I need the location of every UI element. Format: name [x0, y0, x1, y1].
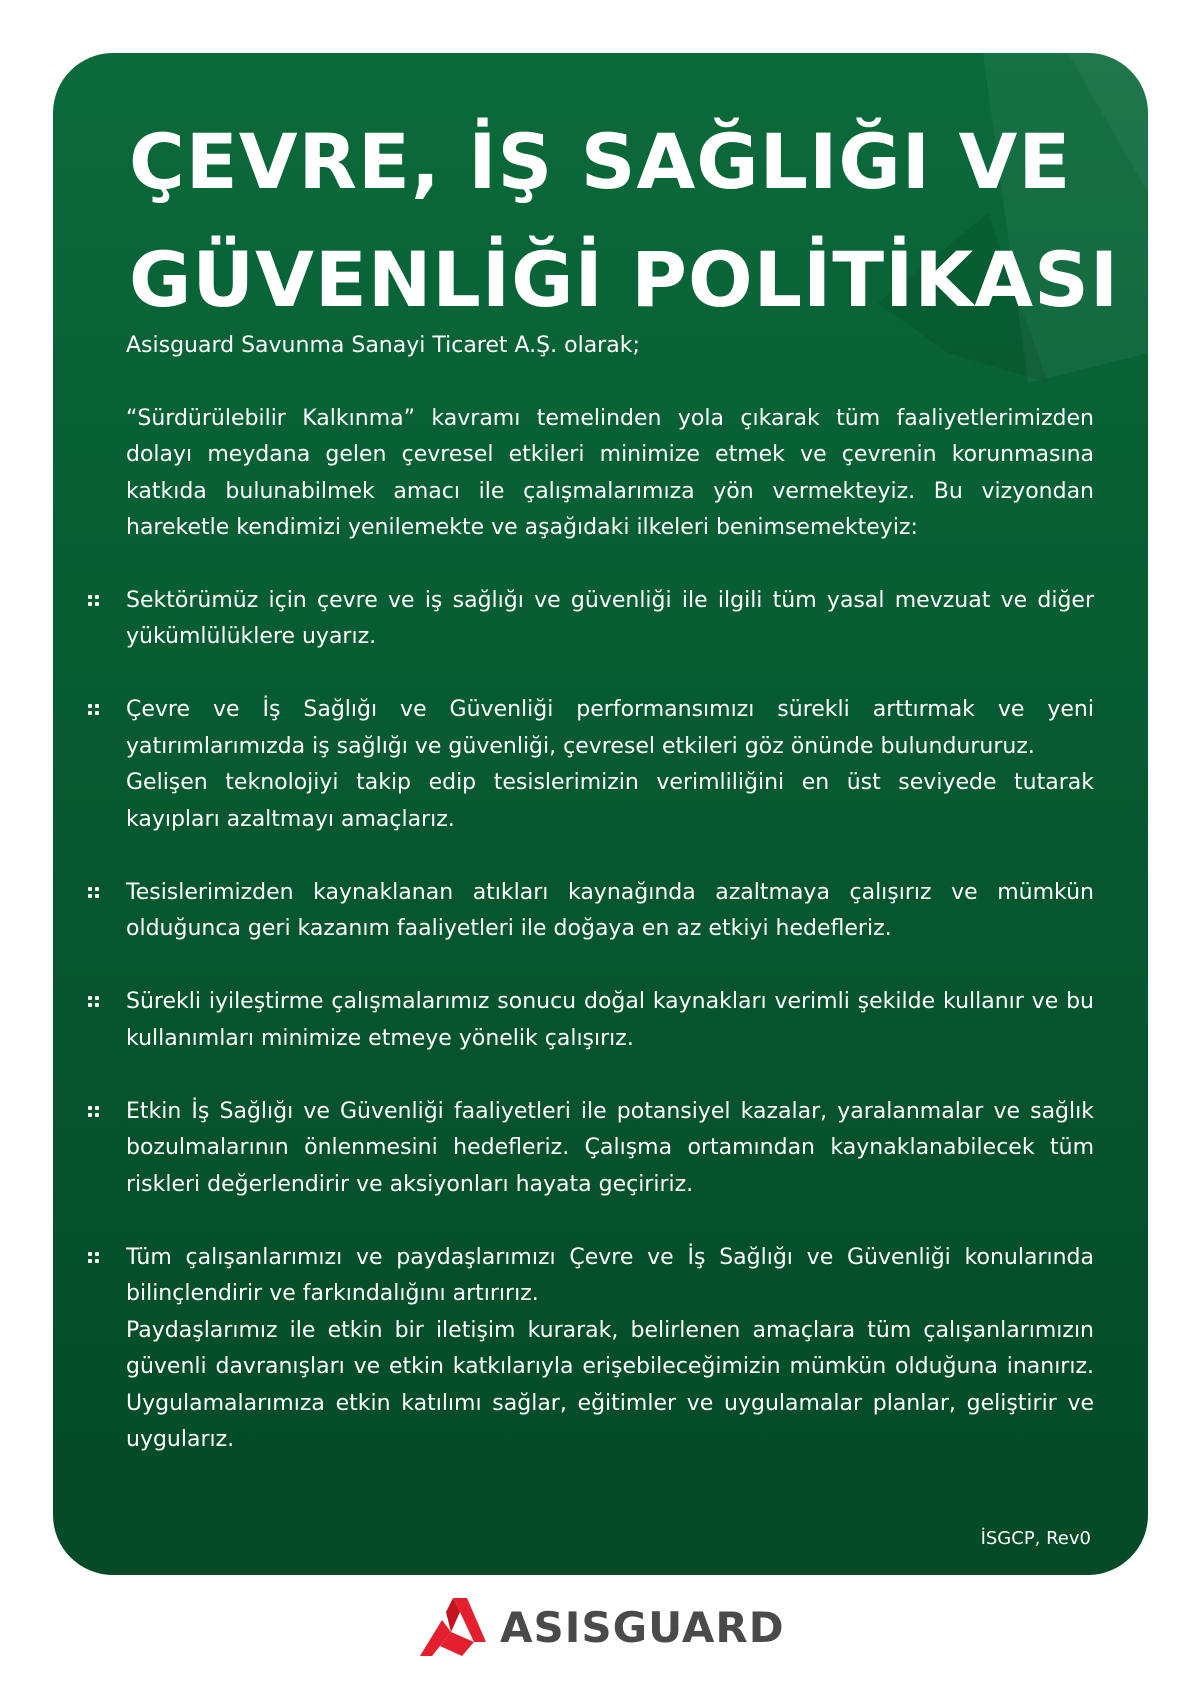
bullet-icon — [88, 1106, 100, 1118]
bullet-icon — [88, 595, 100, 607]
policy-item — [126, 875, 1094, 948]
policy-text: Gelişen teknolojiyi takip edip tesislerimizin verimliliğini en üst seviyede tutarak kayıpları azaltmayı amaçlarız. — [126, 770, 1094, 832]
policy-list — [126, 583, 1094, 1459]
policy-panel — [53, 53, 1148, 1575]
policy-text: Tüm çalışanlarımızı ve paydaşlarımızı Çevre ve İş Sağlığı ve Güvenliği konularında bilinçlendirir ve farkındalığını artırırız. — [126, 1244, 1094, 1306]
company-logo — [420, 1597, 785, 1657]
policy-text: Sektörümüz için çevre ve iş sağlığı ve güvenliği ile ilgili tüm yasal mevzuat ve diğer yükümlülüklere uyarız. — [126, 587, 1094, 649]
policy-content — [126, 328, 1094, 1495]
policy-item — [126, 1240, 1094, 1459]
title-line-2: GÜVENLİĞİ POLİTİKASI — [129, 235, 1120, 324]
policy-text: Etkin İş Sağlığı ve Güvenliği faaliyetleri ile potansiyel kazalar, yaralanmalar ve sağlık bozulmalarının önlenmesini hedefleriz. Çalışma ortamından kaynaklanabilecek tüm riskleri değerlendirir ve aksiyonları hayata geçiririz. — [126, 1098, 1094, 1197]
page-title — [129, 103, 1119, 339]
policy-item — [126, 692, 1094, 838]
policy-item — [126, 1094, 1094, 1204]
vision-statement: “Sürdürülebilir Kalkınma” kavramı temelinden yola çıkarak tüm faaliyetlerimizden dolayı meydana gelen çevresel etkileri minimize etmek ve çevrenin korunmasına katkıda bulunabilmek amacı ile çalışmalarımıza yön vermekteyiz. Bu vizyondan hareketle kendimizi yenilemekte ve aşağıdaki ilkeleri benimsemekteyiz: — [126, 405, 1094, 540]
intro-text: Asisguard Savunma Sanayi Ticaret A.Ş. olarak; — [126, 333, 640, 358]
policy-text: Sürekli iyileştirme çalışmalarımız sonucu doğal kaynakları verimli şekilde kullanır ve bu kullanımları minimize etmeye yönelik çalışırız. — [126, 989, 1094, 1051]
title-line-1: ÇEVRE, İŞ SAĞLIĞI VE — [129, 117, 1072, 206]
asisguard-logo-icon — [420, 1598, 486, 1656]
document-code: İSGCP, Rev0 — [980, 1528, 1091, 1549]
bullet-icon — [88, 996, 100, 1008]
policy-item — [126, 583, 1094, 656]
policy-text: Paydaşlarımız ile etkin bir iletişim kurarak, belirlenen amaçlara tüm çalışanlarımızın güvenli davranışları ve etkin katkılarıyla erişebileceğimizin mümkün olduğuna inanırız. Uygulamalarımıza etkin katılımı sağlar, eğitimler ve uygulamalar planlar, geliştirir ve uygularız. — [126, 1317, 1094, 1452]
brand-name: ASISGUARD — [500, 1602, 785, 1652]
bullet-icon — [88, 704, 100, 716]
bullet-icon — [88, 887, 100, 899]
policy-text: Tesislerimizden kaynaklanan atıkları kaynağında azaltmaya çalışırız ve mümkün olduğunca geri kazanım faaliyetleri ile doğaya en az etkiyi hedefleriz. — [126, 879, 1094, 941]
bullet-icon — [88, 1252, 100, 1264]
policy-item — [126, 984, 1094, 1057]
policy-text: Çevre ve İş Sağlığı ve Güvenliği performansımızı sürekli arttırmak ve yeni yatırımlarımızda iş sağlığı ve güvenliği, çevresel etkileri göz önünde bulundururuz. — [126, 697, 1094, 759]
